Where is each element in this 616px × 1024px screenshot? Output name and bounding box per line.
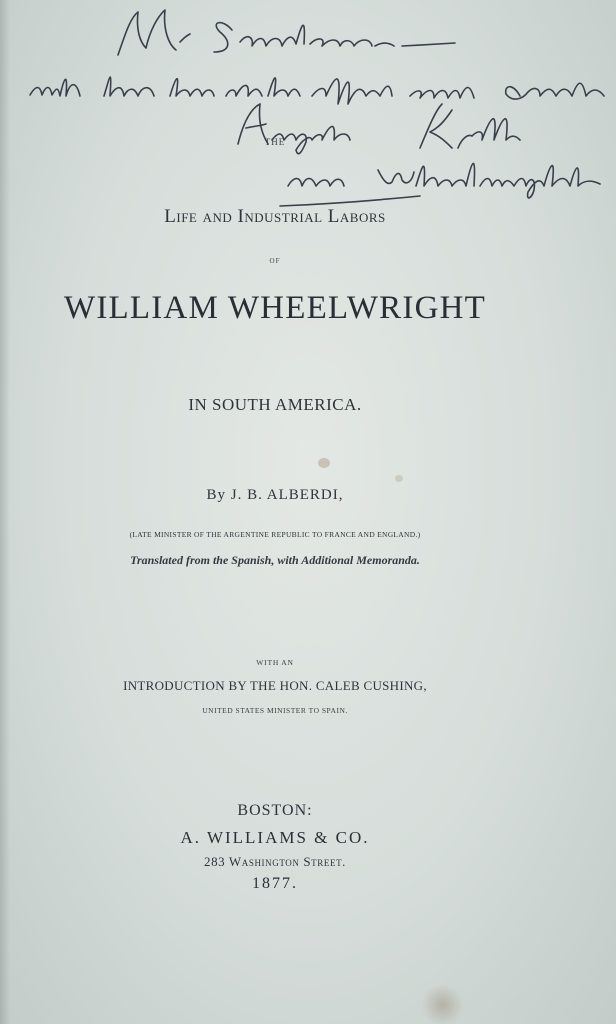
title-place: IN SOUTH AMERICA. <box>188 395 362 414</box>
with-an-line: WITH AN <box>256 658 294 667</box>
imprint-year: 1877. <box>252 875 298 892</box>
foxing-spot <box>395 475 403 482</box>
imprint-publisher: A. WILLIAMS & CO. <box>180 828 370 847</box>
paper-stain <box>420 985 465 1024</box>
imprint-city: BOSTON: <box>237 802 313 819</box>
title-of: OF <box>269 257 281 265</box>
minister-line: UNITED STATES MINISTER TO SPAIN. <box>202 706 348 715</box>
author-line: By J. B. ALBERDI, <box>206 487 344 503</box>
author-note: (LATE MINISTER OF THE ARGENTINE REPUBLIC TO FRANCE AND ENGLAND.) <box>129 530 421 539</box>
title-life-line: Life and Industrial Labors <box>164 206 386 227</box>
foxing-spot <box>318 458 330 468</box>
imprint-address: 283 Washington Street. <box>203 854 347 869</box>
title-the: THE <box>264 137 286 147</box>
title-subject: WILLIAM WHEELWRIGHT <box>63 290 487 326</box>
translation-note: Translated from the Spanish, with Additional Memoranda. <box>130 553 420 567</box>
handwritten-inscription <box>0 0 616 220</box>
introduction-line: INTRODUCTION BY THE HON. CALEB CUSHING, <box>123 678 427 693</box>
